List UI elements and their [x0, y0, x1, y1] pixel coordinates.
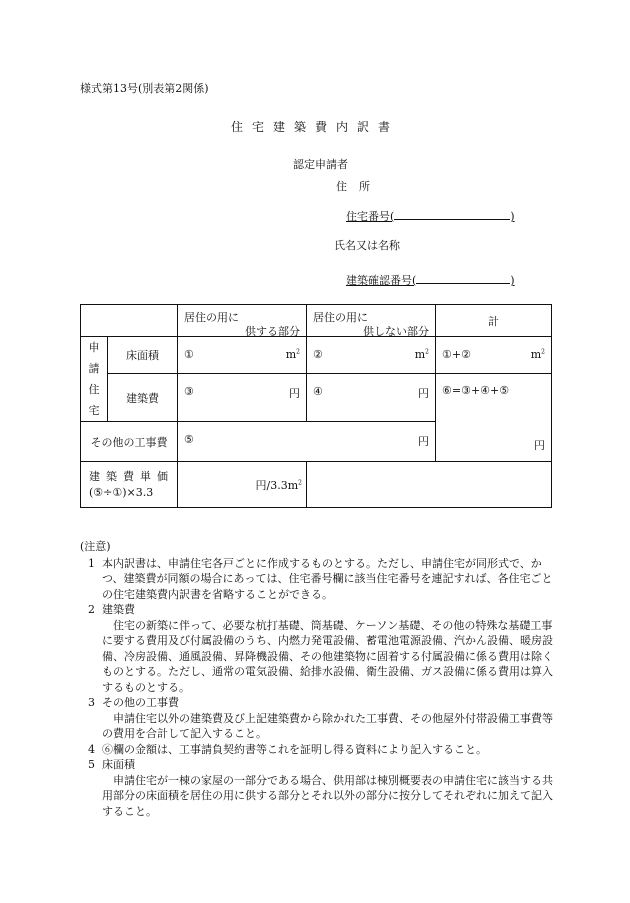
table-row-floor-area: [81, 337, 552, 374]
confirmation-number-value[interactable]: [416, 270, 510, 284]
unit-sqm: $m^2$: [285, 348, 300, 361]
construction-cost-residential-cell[interactable]: [178, 374, 307, 422]
applicant-house-group-label: [81, 337, 108, 422]
marker-6-formula: ⑥=③+④+⑤: [442, 384, 510, 397]
note-item: [80, 742, 555, 758]
floor-area-residential-cell[interactable]: [178, 337, 307, 374]
table-row-unit-cost: [81, 462, 552, 508]
note-text: 申請住宅が一棟の家屋の一部分である場合、供用部は棟別概要表の申請住宅に該当する共用部分の床面積を居住の用に供する部分とそれ以外の部分に按分してそれぞれに加えて記入すること。: [102, 773, 553, 818]
unit-sqm: $m^2$: [414, 348, 429, 361]
document-title: 住宅建築費内訳書: [230, 120, 399, 134]
group-label-char: 請: [88, 362, 100, 375]
applicant-label: 認定申請者: [293, 158, 348, 171]
note-text: 本内訳書は、申請住宅各戸ごとに作成するものとする。ただし、申請住宅が同形式で、かつ、建築費が同額の場合にあっては、住宅番号欄に該当住宅番号を連記すれば、各住宅ごとの住宅建築費内訳書を省略することができる。: [102, 556, 553, 601]
unit-yen: 円: [418, 435, 429, 448]
header-nonresidential-line1: 居住の用に: [313, 311, 368, 324]
unit-yen-per-tsubo: 円$/3.3m^2$: [255, 478, 302, 492]
header-residential-line1: 居住の用に: [184, 311, 239, 324]
form-number-label: 様式第13号(別表第2関係): [80, 82, 209, 95]
confirmation-number-label: 建築確認番号(: [346, 274, 417, 287]
note-number: 5: [88, 758, 95, 771]
marker-3: ③: [184, 385, 194, 398]
note-item: [80, 695, 555, 742]
note-item: [80, 556, 555, 603]
cost-breakdown-table: [80, 304, 552, 508]
header-residential-line2: 供する部分: [245, 325, 300, 338]
unit-cost-label: [81, 462, 178, 508]
house-number-field[interactable]: [346, 206, 515, 224]
notes-section: [80, 539, 555, 819]
header-nonresidential: [307, 305, 436, 337]
note-number: 2: [88, 603, 95, 616]
other-costs-label: その他の工事費: [81, 422, 178, 462]
group-label-char: 宅: [88, 404, 100, 417]
note-number: 3: [88, 696, 95, 709]
note-number: 4: [88, 742, 95, 756]
construction-cost-label: 建築費: [108, 374, 178, 422]
table-row-construction-cost: [81, 374, 552, 422]
other-costs-cell[interactable]: [178, 422, 436, 462]
construction-cost-nonresidential-cell[interactable]: [307, 374, 436, 422]
unit-cost-empty-cell: [307, 462, 552, 508]
group-label-char: 住: [88, 383, 100, 396]
note-text: 申請住宅以外の建築費及び上記建築費から除かれた工事費、その他屋外付帯設備工事費等の費用を合計して記入すること。: [102, 711, 553, 740]
name-label: 氏名又は名称: [334, 239, 400, 252]
house-number-value[interactable]: [394, 206, 510, 220]
construction-cost-total-cell[interactable]: [436, 374, 552, 462]
address-label: 住所: [336, 180, 382, 193]
floor-area-nonresidential-cell[interactable]: [307, 337, 436, 374]
marker-1-plus-2: ①+②: [442, 348, 471, 361]
note-item: [80, 602, 555, 695]
group-label-char: 申: [88, 341, 100, 354]
unit-sqm: $m^2$: [530, 348, 545, 361]
confirmation-number-close: ): [510, 274, 515, 287]
note-heading: その他の工事費: [102, 696, 179, 709]
unit-cost-label-line1: 建築費単価: [89, 469, 174, 483]
note-text: ⑥欄の金額は、工事請負契約書等これを証明し得る資料により記入すること。: [102, 742, 487, 756]
notes-heading: (注意): [80, 540, 111, 553]
note-number: 1: [88, 556, 95, 570]
header-corner-cell: [81, 305, 178, 337]
note-heading: 床面積: [102, 758, 135, 771]
marker-5: ⑤: [184, 433, 194, 446]
floor-area-total-cell[interactable]: [436, 337, 552, 374]
unit-yen: 円: [534, 439, 545, 452]
header-nonresidential-line2: 供しない部分: [363, 325, 429, 338]
header-residential: [178, 305, 307, 337]
unit-yen: 円: [289, 387, 300, 400]
marker-4: ④: [313, 385, 323, 398]
marker-1: ①: [184, 348, 194, 361]
unit-cost-value-cell[interactable]: [178, 462, 307, 508]
house-number-label: 住宅番号(: [346, 210, 395, 223]
house-number-close: ): [510, 210, 515, 223]
note-item: [80, 757, 555, 819]
confirmation-number-field[interactable]: [346, 270, 515, 288]
note-heading: 建築費: [102, 603, 135, 616]
floor-area-label: 床面積: [108, 337, 178, 374]
unit-cost-label-line2: (⑤÷①)×3.3: [89, 485, 154, 499]
marker-2: ②: [313, 348, 323, 361]
unit-yen: 円: [418, 387, 429, 400]
header-total: 計: [436, 305, 552, 337]
note-text: 住宅の新築に伴って、必要な杭打基礎、筒基礎、ケーソン基礎、その他の特殊な基礎工事に要する費用及び付属設備のうち、内燃力発電設備、蓄電池電源設備、汽かん設備、暖房設備、冷房設備、通風設備、昇降機設備、その他建築物に固着する付属設備に係る費用は除くものとする。ただし、通常の電気設備、給排水設備、衛生設備、ガス設備に係る費用は算入するものとする。: [102, 618, 553, 694]
table-header-row: [81, 305, 552, 337]
